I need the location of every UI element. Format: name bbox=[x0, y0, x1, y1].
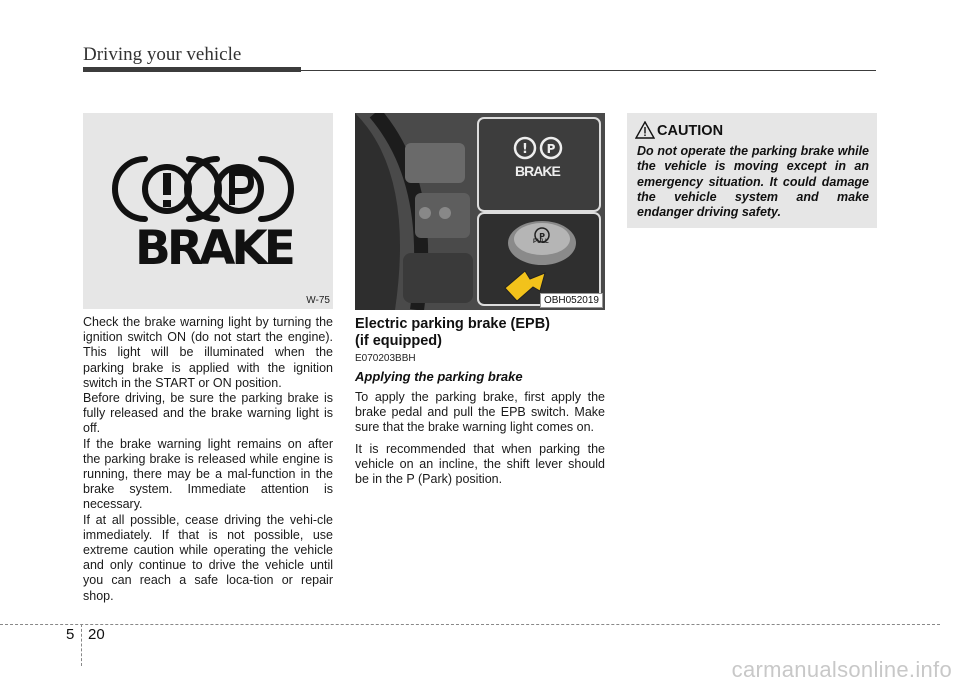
brake-warning-text bbox=[83, 315, 333, 604]
brake-warning-illustration bbox=[83, 113, 333, 309]
footer-divider bbox=[81, 624, 82, 666]
brake-warning-icon bbox=[83, 113, 333, 309]
page-number: 20 bbox=[88, 626, 105, 643]
header-rule-thick bbox=[83, 67, 301, 72]
heading-line: (if equipped) bbox=[355, 333, 442, 349]
paragraph: Before driving, be sure the parking brake is fully released and the brake warning light is off. bbox=[83, 391, 333, 436]
epb-text bbox=[355, 390, 605, 487]
paragraph: If at all possible, cease driving the vehi-cle immediately. If that is not possible, use extreme caution while operating the vehicle and only continue to drive the vehicle until you can reach a safe loca-tion or repair shop. bbox=[83, 512, 333, 603]
paragraph: Check the brake warning light by turning the ignition switch ON (do not start the engine). This light will be illuminated when the parking brake is applied with the ignition switch in the START or ON position. bbox=[83, 315, 333, 390]
inset-pull-label: PULL bbox=[533, 239, 549, 245]
page-header-title: Driving your vehicle bbox=[83, 44, 242, 65]
header-rule-thin bbox=[301, 70, 876, 71]
figure-code: OBH052019 bbox=[540, 293, 603, 308]
paragraph: To apply the parking brake, first apply the brake pedal and pull the EPB switch. Make sure that the brake warning light comes on. bbox=[355, 390, 605, 435]
watermark: carmanualsonline.info bbox=[731, 657, 952, 682]
epb-section-heading bbox=[355, 316, 605, 350]
brake-word: BRAKE bbox=[135, 221, 292, 276]
caution-title: CAUTION bbox=[657, 123, 724, 139]
epb-switch-photo bbox=[355, 113, 605, 310]
paragraph: If the brake warning light remains on after the parking brake is released while engine is running, there may be a mal-function in the brake system. Immediate attention is necessary. bbox=[83, 436, 333, 512]
warning-triangle-icon bbox=[635, 121, 655, 139]
svg-text:P: P bbox=[539, 232, 545, 241]
caution-text: Do not operate the parking brake while the vehicle is moving except in an emergency situation. It could damage the vehicle system and make endanger driving safety. bbox=[637, 144, 869, 220]
chapter-number: 5 bbox=[66, 626, 75, 643]
caution-box bbox=[627, 113, 877, 228]
epb-subheading: Applying the parking brake bbox=[355, 369, 523, 384]
footer-rule bbox=[0, 624, 940, 625]
figure-code: W-75 bbox=[306, 295, 330, 306]
steering-wheel-photo-illustration bbox=[355, 113, 605, 310]
paragraph: It is recommended that when parking the vehicle on an incline, the shift lever should be in the P (Park) position. bbox=[355, 441, 605, 487]
svg-text:!: ! bbox=[522, 142, 528, 157]
section-code: E070203BBH bbox=[355, 353, 416, 364]
svg-text:P: P bbox=[546, 142, 556, 156]
heading-line: Electric parking brake (EPB) bbox=[355, 316, 551, 332]
inset-brake-label: BRAKE bbox=[515, 163, 560, 179]
